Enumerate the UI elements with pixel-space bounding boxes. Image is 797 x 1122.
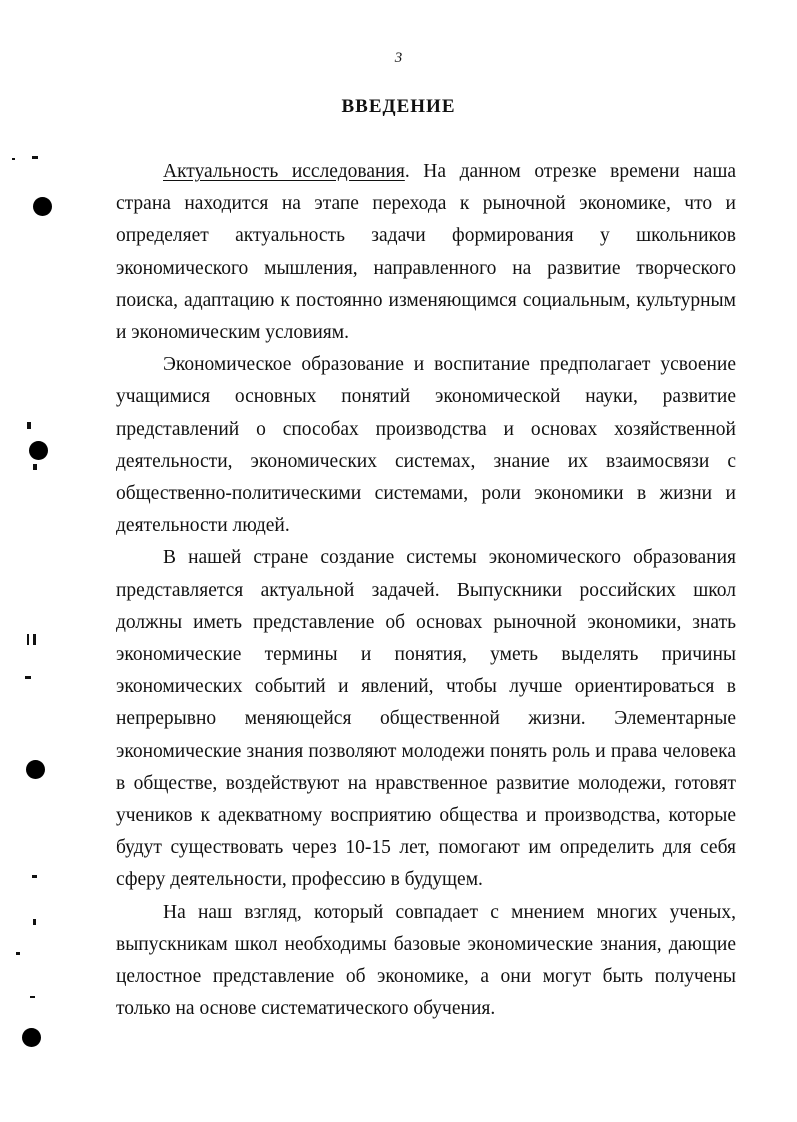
punch-hole [33, 197, 52, 216]
scan-speck [33, 464, 37, 470]
paragraph-russian-schools: В нашей стране создание системы экономического образования представляется актуальной задачей. Выпускники российских школ должны иметь представление об основах рыночной экономики, знать экономические термины и понятия, уметь выделять причины экономических событий и явлений, чтобы лучше ориентироваться в непрерывно меняющейся общественной жизни. Элементарные экономические знания позволяют молодежи понять роль и права человека в обществе, воздействуют на нравственное развитие молодежи, готовят учеников к адекватному восприятию общества и производства, которые будут существовать через 10-15 лет, помогают им определить для себя сферу деятельности, профессию в будущем. [116, 547, 736, 891]
paragraph-economic-education: Экономическое образование и воспитание предполагает усвоение учащимися основных понятий экономической науки, развитие представлений о способах производства и основах хозяйственной деятельности, экономических системах, знание их взаимосвязи с общественно-политическими системами, роли экономики в жизни и деятельности людей. [116, 354, 736, 537]
scan-speck [33, 919, 36, 925]
section-lead-underlined: Актуальность исследования [163, 161, 405, 182]
page-number: 3 [394, 50, 403, 66]
document-body [116, 156, 736, 1025]
scan-speck [12, 158, 15, 160]
paragraph-relevance [116, 156, 736, 349]
scan-speck [27, 422, 31, 429]
paragraph-basic-knowledge: На наш взгляд, который совпадает с мнением многих ученых, выпускникам школ необходимы базовые экономические знания, дающие целостное представление об экономике, а они могут быть получены только на основе систематического обучения. [116, 901, 736, 1020]
scan-speck [27, 634, 29, 645]
scan-speck [32, 156, 38, 159]
punch-hole [29, 441, 48, 460]
punch-hole [22, 1028, 41, 1047]
punch-hole [26, 760, 45, 779]
paragraph-text: . На данном отрезке времени наша страна находится на этапе перехода к рыночной экономике, что и определяет актуальность задачи формирования у школьников экономического мышления, направленного на развитие творческого поиска, адаптацию к постоянно изменяющимся социальным, культурным и экономическим условиям. [116, 161, 736, 344]
scan-speck [25, 676, 31, 679]
scan-speck [33, 634, 36, 645]
scan-speck [30, 996, 35, 998]
scan-speck [16, 952, 20, 955]
scan-speck [32, 875, 37, 878]
page-title: ВВЕДЕНИЕ [341, 96, 456, 117]
